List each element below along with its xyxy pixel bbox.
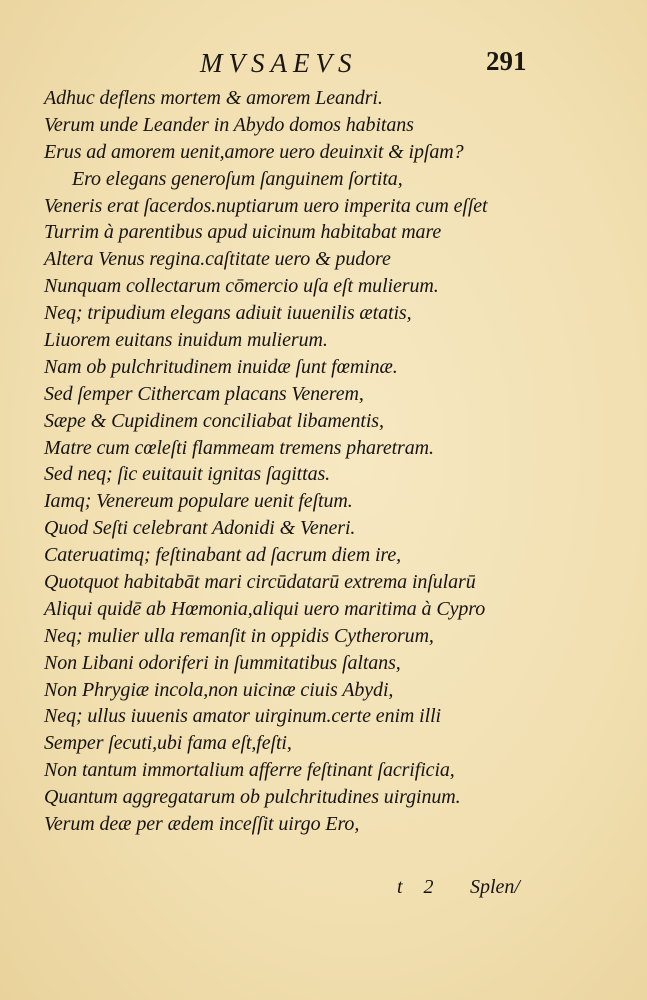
verse-line: Non tantum immortalium afferre feſtinant ſacrificia,: [44, 759, 455, 782]
verse-line: Veneris erat ſacerdos.nuptiarum uero imperita cum eſſet: [44, 194, 488, 217]
verse-line: Liuorem euitans inuidum mulierum.: [44, 329, 328, 352]
verse-line: Nam ob pulchritudinem inuidæ ſunt fœminæ.: [44, 355, 398, 378]
verse-line: Matre cum cœleſti flammeam tremens pharetram.: [44, 436, 434, 459]
verse-line: Quod Seſti celebrant Adonidi & Veneri.: [44, 517, 356, 540]
verse-line: Neq; mulier ulla remanſit in oppidis Cytherorum,: [44, 624, 434, 647]
verse-line: Ero elegans generoſum ſanguinem ſortita,: [72, 167, 403, 190]
verse-line: Verum deæ per ædem inceſſit uirgo Ero,: [44, 813, 360, 836]
verse-line: Erus ad amorem uenit,amore uero deuinxit & ipſam?: [44, 140, 464, 163]
verse-line: Sed ſemper Cithercam placans Venerem,: [44, 382, 364, 405]
page-footer: [0, 876, 647, 904]
verse-line: Neq; ullus iuuenis amator uirginum.certe enim illi: [44, 705, 442, 728]
verse-line: Verum unde Leander in Abydo domos habitans: [44, 113, 414, 136]
verse-line: Quotquot habitabāt mari circūdatarū extrema inſularū: [44, 571, 476, 594]
running-title: MVSAEVS: [200, 48, 358, 78]
verse-line: Quantum aggregatarum ob pulchritudines uirginum.: [44, 786, 461, 809]
page-number: 291: [486, 46, 527, 76]
verse-line: Iamq; Venereum populare uenit feſtum.: [44, 490, 353, 513]
signature-mark: t 2: [397, 876, 442, 898]
verse-line: Cateruatimq; feſtinabant ad ſacrum diem ire,: [44, 544, 402, 567]
verse-line: Neq; tripudium elegans adiuit iuuenilis ætatis,: [44, 302, 412, 325]
verse-text: [44, 85, 544, 838]
verse-line: Nunquam collectarum cōmercio uſa eſt mulierum.: [44, 275, 439, 298]
verse-line: Non Phrygiæ incola,non uicinæ ciuis Abydi,: [44, 678, 394, 701]
page-header: [0, 46, 647, 82]
verse-line: Non Libani odoriferi in ſummitatibus ſaltans,: [44, 651, 401, 674]
verse-line: Turrim à parentibus apud uicinum habitabat mare: [44, 221, 442, 244]
verse-line: Sed neq; ſic euitauit ignitas ſagittas.: [44, 463, 331, 486]
verse-line: Aliqui quidē ab Hœmonia,aliqui uero maritima à Cypro: [44, 597, 486, 620]
verse-line: Semper ſecuti,ubi fama eſt,feſti,: [44, 732, 292, 755]
catchword: Splen/: [470, 876, 520, 898]
verse-line: Altera Venus regina.caſtitate uero & pudore: [44, 248, 391, 271]
verse-line: Adhuc deflens mortem & amorem Leandri.: [44, 87, 383, 109]
verse-line: Sæpe & Cupidinem conciliabat libamentis,: [44, 409, 384, 432]
